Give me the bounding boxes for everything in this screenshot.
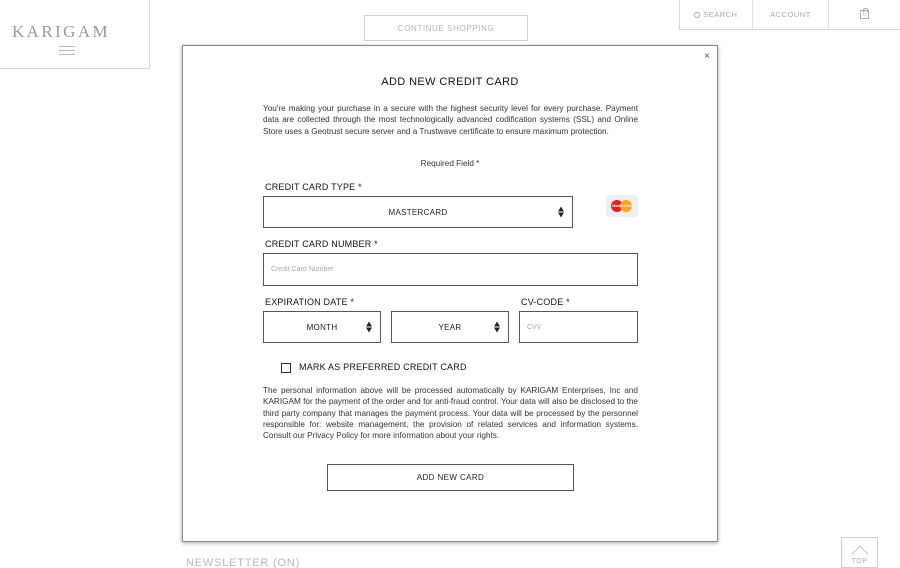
card-number-input[interactable] <box>263 253 638 286</box>
search-icon <box>694 12 700 18</box>
security-intro-text: You're making your purchase in a secure with the highest security level for every purchase. Payment data are collected through the most technologically advanced codification systems (SSL) and Online Store uses a Geotrust secure server and a Trustwave certificate to ensure maximum protection. <box>263 104 638 136</box>
card-type-select[interactable] <box>263 196 573 228</box>
bag-count: 0 <box>862 11 867 18</box>
cv-code-input[interactable] <box>519 311 638 343</box>
shopping-bag-button[interactable] <box>829 0 900 29</box>
search-button[interactable] <box>680 0 753 29</box>
expiration-date-label: EXPIRATION DATE * <box>265 297 355 307</box>
expiration-month-select[interactable] <box>263 311 381 343</box>
select-arrows-icon <box>494 322 501 333</box>
search-label: SEARCH <box>703 10 738 19</box>
close-icon[interactable]: × <box>704 51 710 62</box>
modal-title: ADD NEW CREDIT CARD <box>381 76 519 88</box>
card-type-label: CREDIT CARD TYPE * <box>265 182 362 192</box>
select-arrows-icon <box>366 322 373 333</box>
privacy-notice-text: The personal information above will be processed automatically by KARIGAM Enterprises, Inc and KARIGAM for the payment of the order and for anti-fraud control. Your data will also be disclosed to the third party company that manages the payment process. Your data will be processed by the personnel responsible for: website management, the provision of related services and information systems. Consult our Privacy Policy for more information about your rights. <box>263 386 638 441</box>
required-field-note: Required Field * <box>420 159 480 168</box>
add-credit-card-modal <box>182 45 718 542</box>
add-new-card-button[interactable]: ADD NEW CARD <box>327 464 574 491</box>
site-logo[interactable]: KARIGAM <box>12 22 111 41</box>
mastercard-logo-icon <box>606 195 638 217</box>
back-to-top-button[interactable] <box>841 537 878 568</box>
expiration-year-select[interactable] <box>391 311 509 343</box>
menu-icon[interactable] <box>59 46 75 55</box>
card-type-value: MASTERCARD <box>388 207 448 217</box>
account-button[interactable]: ACCOUNT <box>753 0 830 29</box>
preferred-card-label[interactable]: MARK AS PREFERRED CREDIT CARD <box>299 362 467 372</box>
top-nav <box>679 0 900 30</box>
expiration-year-value: YEAR <box>438 322 462 332</box>
shopping-bag-icon <box>860 10 869 19</box>
cv-code-label: CV-CODE * <box>521 297 570 307</box>
select-arrows-icon <box>558 207 565 218</box>
logo-header-box <box>0 0 150 69</box>
continue-shopping-button[interactable]: CONTINUE SHOPPING <box>364 15 528 41</box>
expiration-month-value: MONTH <box>306 322 338 332</box>
top-label: TOP <box>851 558 868 565</box>
preferred-card-checkbox[interactable] <box>281 363 291 373</box>
card-number-label: CREDIT CARD NUMBER * <box>265 239 378 249</box>
mastercard-logo-text: MasterCard <box>612 204 632 208</box>
newsletter-heading[interactable]: NEWSLETTER (ON) <box>186 557 301 568</box>
